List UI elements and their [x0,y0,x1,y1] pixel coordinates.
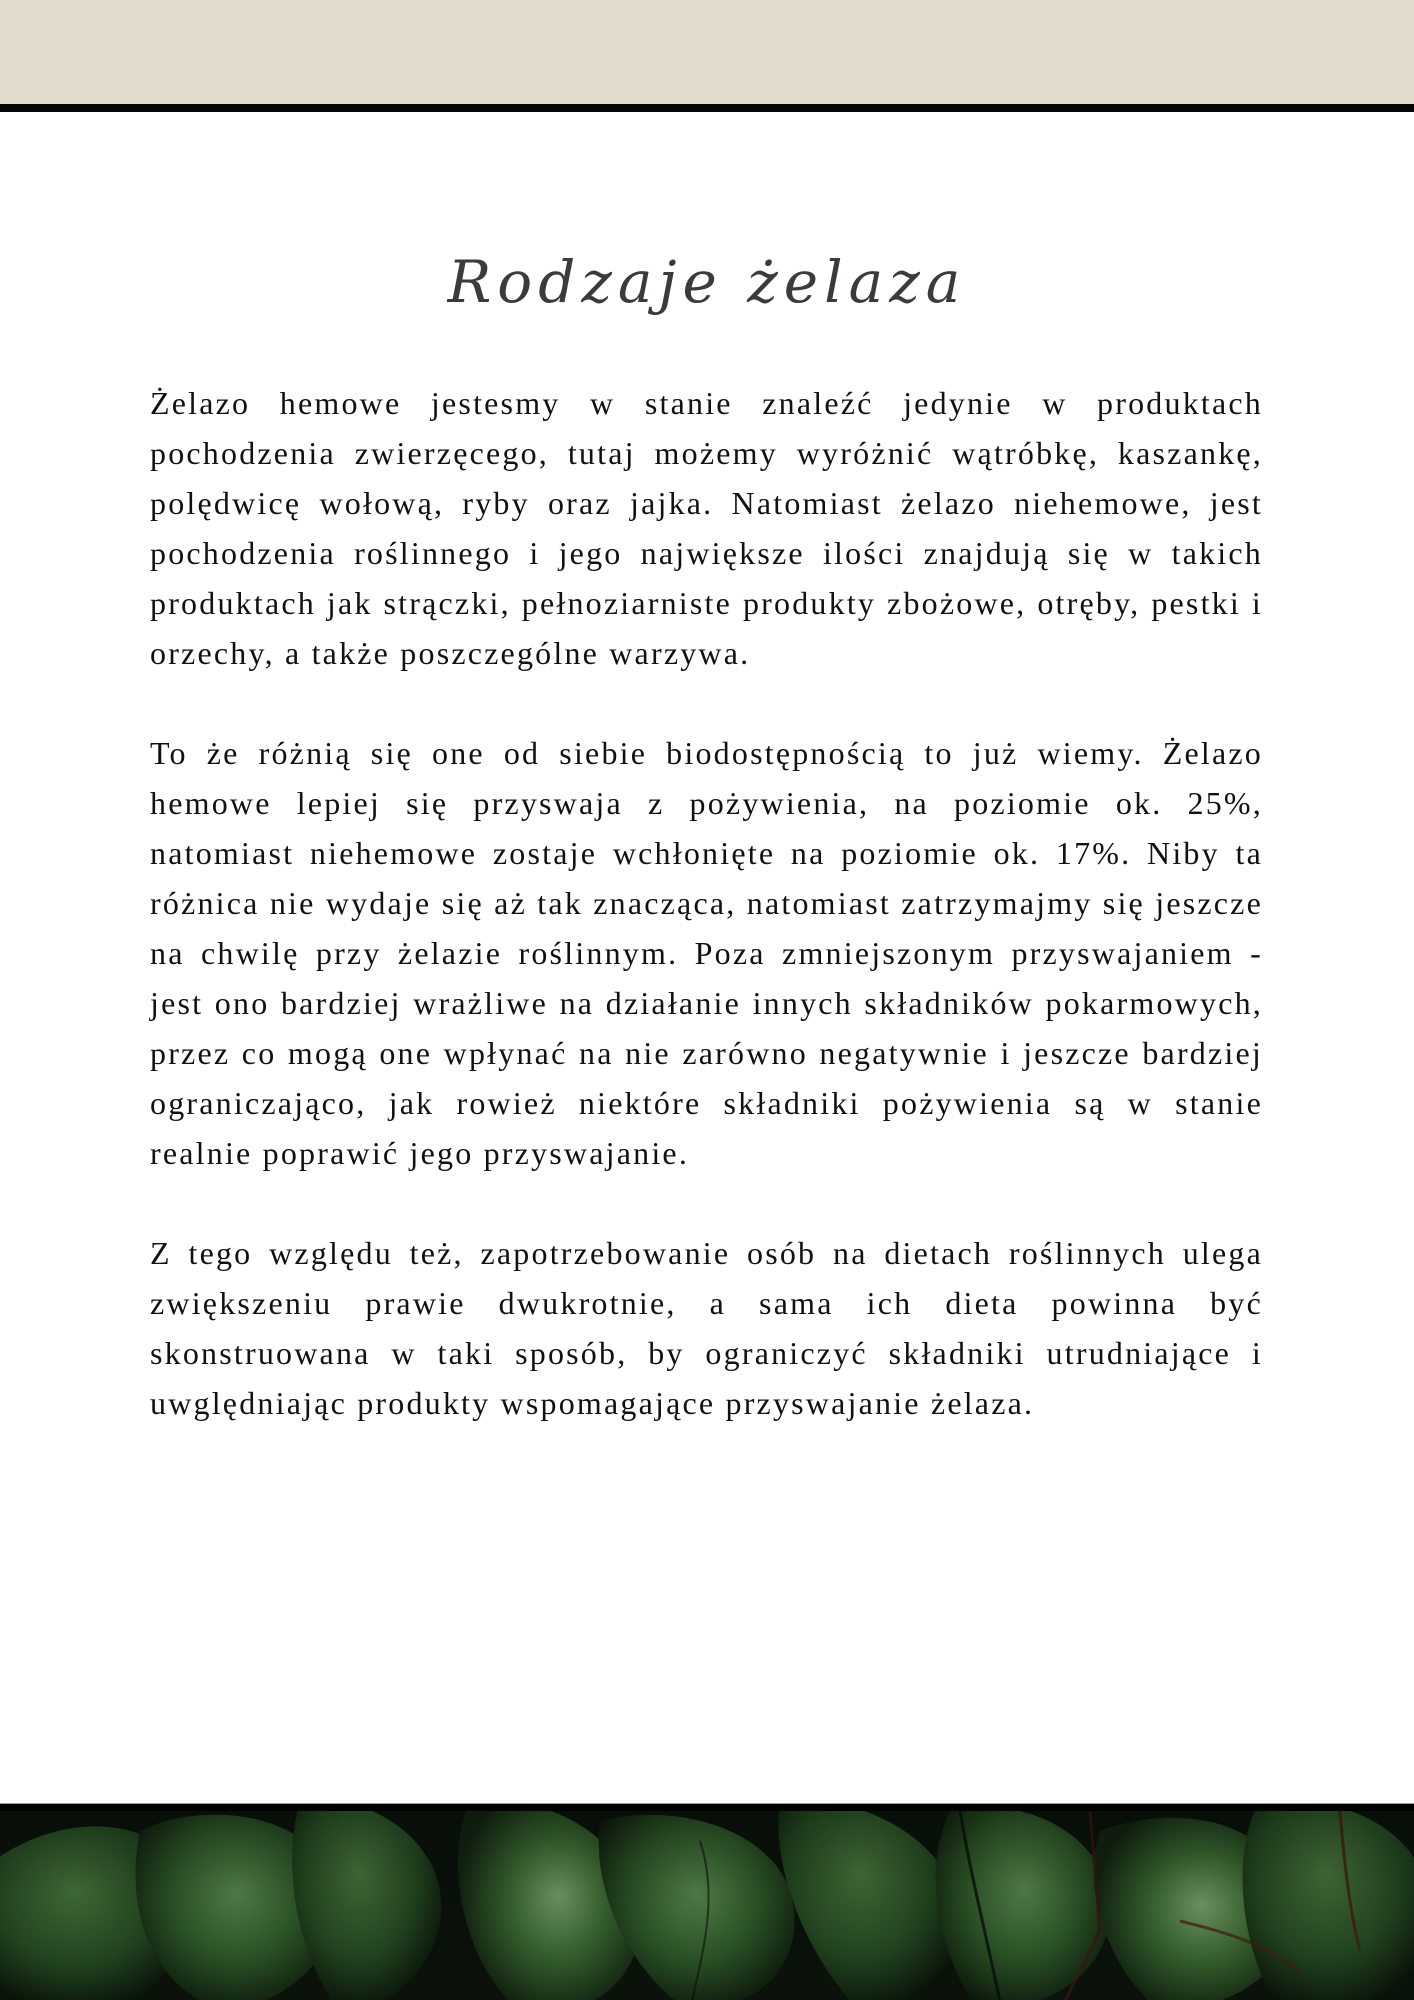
paragraph-1: Żelazo hemowe jestesmy w stanie znaleźć jedynie w produktach pochodzenia zwierzęcego, tutaj możemy wyróżnić wątróbkę, kaszankę, polędwicę wołową, ryby oraz jajka. Natomiast żelazo niehemowe, jest pochodzenia roślinnego i jego największe ilości znajdują się w takich produktach jak strączki, pełnoziarniste produkty zbożowe, otręby, pestki i orzechy, a także poszczególne warzywa. [150,385,1263,671]
header-band [0,0,1414,104]
header-divider [0,104,1414,112]
article-body [150,378,1263,1478]
footer-leaves-image [0,1811,1414,2000]
photo-shade [0,1811,1414,2000]
leaves-illustration [0,1811,1414,2000]
paragraph-2: To że różnią się one od siebie biodostępnością to już wiemy. Żelazo hemowe lepiej się przyswaja z pożywienia, na poziomie ok. 25%, natomiast niehemowe zostaje wchłonięte na poziomie ok. 17%. Niby ta różnica nie wydaje się aż tak znacząca, natomiast zatrzymajmy się jeszcze na chwilę przy żelazie roślinnym. Poza zmniejszonym przyswajaniem - jest ono bardziej wrażliwe na działanie innych składników pokarmowych, przez co mogą one wpłynać na nie zarówno negatywnie i jeszcze bardziej ograniczająco, jak rowież niektóre składniki pożywienia są w stanie realnie poprawić jego przyswajanie. [150,735,1263,1171]
page-title: Rodzaje żelaza [447,248,967,316]
paragraph-3: Z tego względu też, zapotrzebowanie osób na dietach roślinnych ulega zwiększeniu prawie dwukrotnie, a sama ich dieta powinna być skonstruowana w taki sposób, by ograniczyć składniki utrudniające i uwględniając produkty wspomagające przyswajanie żelaza. [150,1235,1263,1421]
